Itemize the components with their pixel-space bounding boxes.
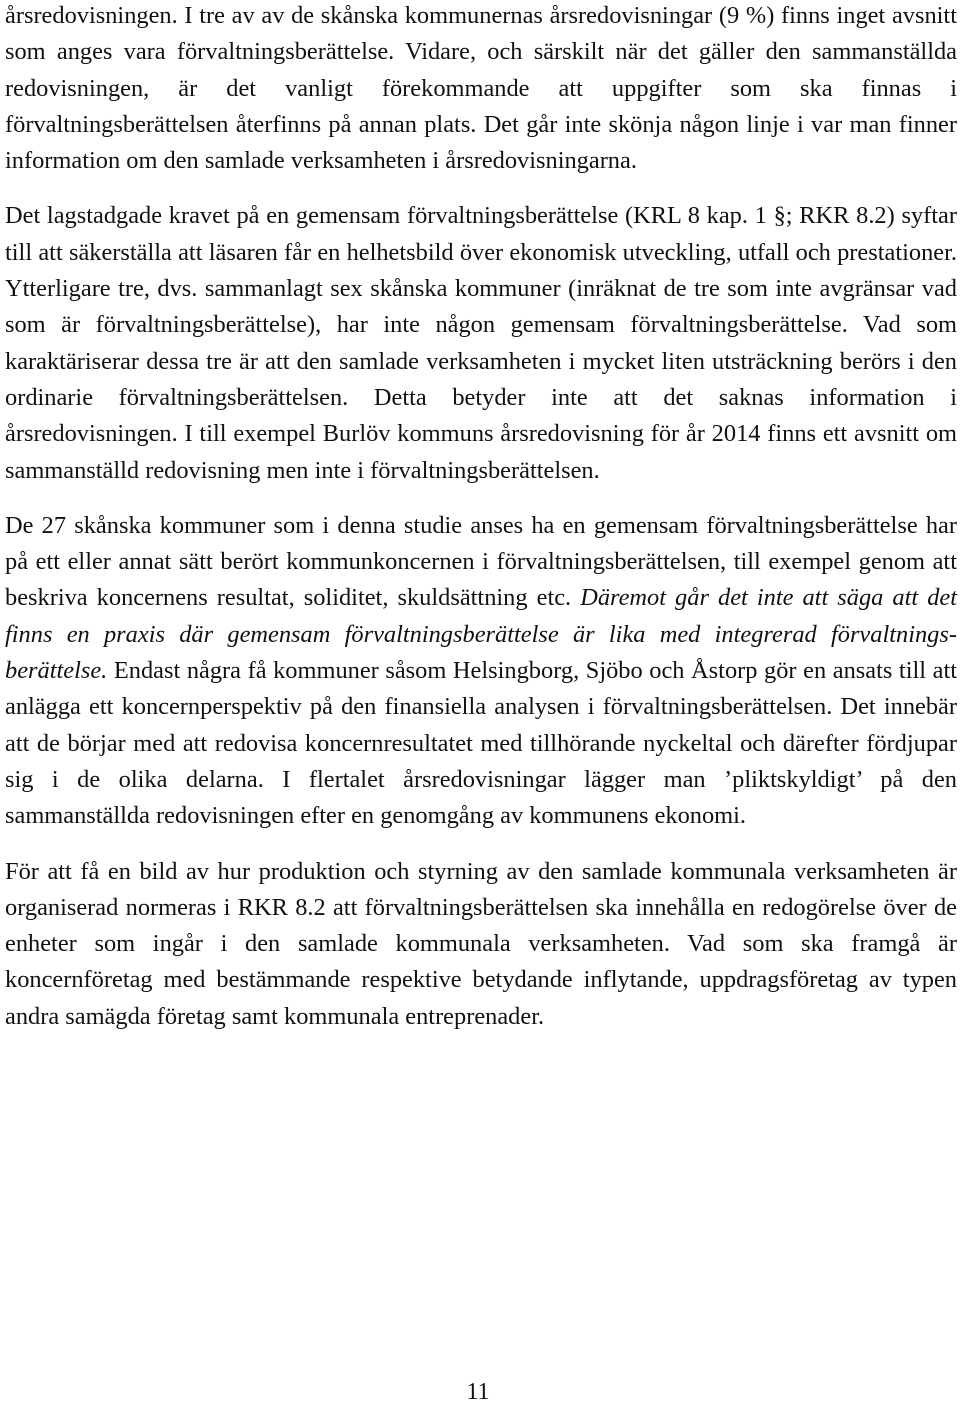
paragraph-gap [5, 179, 957, 198]
paragraph-2: Det lagstadgade kravet på en gemensam förvaltningsberättelse (KRL 8 kap. 1 §; RKR 8.2) syftar till att säkerställa att läsaren får en helhetsbild över ekonomisk utveckling, utfall och prestationer. Ytterligare tre, dvs. sammanlagt sex skånska kommuner (inräknat de tre som inte avgränsar vad som är förvaltningsberättelse), har inte någon gemensam förvaltningsberättelse. Vad som karaktäriserar dessa tre är att den samlade verksamheten i mycket liten utsträckning berörs i den ordinarie förvaltningsberättelsen. Detta betyder inte att det saknas information i årsredovisningen. I till exempel Burlöv kommuns årsredovisning för år 2014 finns ett avsnitt om sammanställd redovisning men inte i förvaltningsberättelsen. [5, 202, 957, 484]
page-number-text: 11 [466, 1379, 490, 1405]
paragraph-3 [5, 508, 957, 835]
document-page [5, 0, 957, 1035]
paragraph-gap [5, 489, 957, 508]
paragraph-3-end: Endast några få kommuner såsom Helsingborg, Sjöbo och Åstorp gör en ansats till att anlägga ett koncernperspektiv på den finansiella analysen i förvaltningsberättelsen. Det innebär att de börjar med att redovisa koncernresultatet med tillhörande nyckeltal och därefter fördjupar sig i de olika delarna. I flertalet årsredovisningar lägger man ’pliktskyldigt’ på den sammanställda redovisningen efter en genomgång av kommunens ekonomi. [5, 657, 957, 830]
paragraph-3-start: De 27 skånska kommuner som i denna studie anses ha en gemensam förvaltningsberättelse har på ett eller annat sätt berört kommunkoncernen i förvaltningsberättelsen, till exempel genom att beskriva koncernens resultat, soliditet, skuldsättning etc. [5, 511, 957, 612]
paragraph-4: För att få en bild av hur produktion och styrning av den samlade kommunala verksamheten är organiserad normeras i RKR 8.2 att förvaltningsberättelsen ska innehålla en redogörelse över de enheter som ingår i den samlade kommunala verksamheten. Vad som ska framgå är koncernföretag med bestämmande respektive betydande inflytande, uppdragsföretag av typen andra samägda företag samt kommunala entreprenader. [5, 857, 957, 1030]
paragraph-gap [5, 835, 957, 854]
paragraph-1: årsredovisningen. I tre av av de skånska kommunernas årsredovisningar (9 %) finns inget avsnitt som anges vara förvaltningsberättelse. Vidare, och särskilt när det gäller den sammanställda redovisningen, är det vanligt förekommande att uppgifter som ska finnas i förvaltningsberättelsen återfinns på annan plats. Det går inte skönja någon linje i var man finner information om den samlade verksamheten i årsredovisningarna. [5, 2, 957, 175]
page-number [0, 1378, 960, 1406]
paragraph-3-italic: Däremot går det inte att säga att det finns en praxis där gemensam förvaltningsberättelse är lika med integrerad förvaltningsberättelse. [5, 584, 957, 685]
